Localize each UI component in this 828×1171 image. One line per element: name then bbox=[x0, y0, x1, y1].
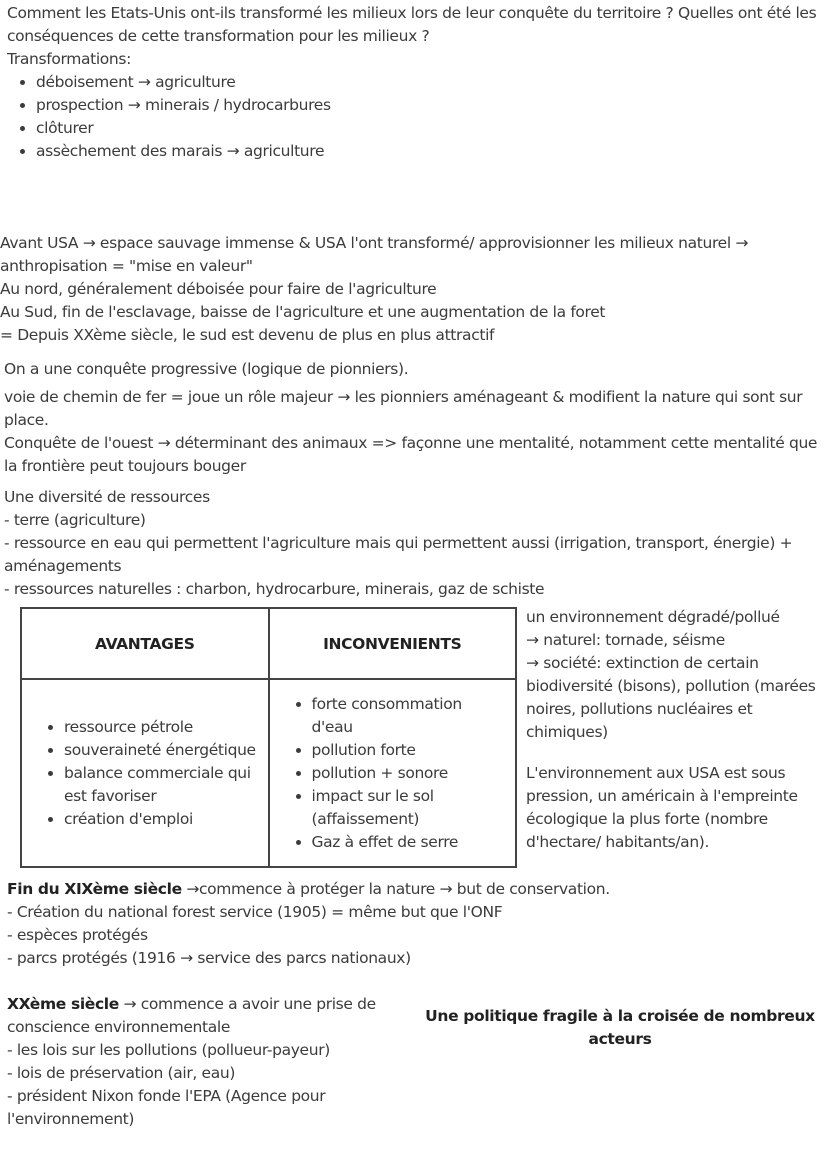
list-item: • Gaz à effet de serre bbox=[312, 831, 508, 854]
policy-title: Une politique fragile à la croisée de nombreux acteurs bbox=[425, 1007, 815, 1048]
paragraph: Au Sud, fin de l'esclavage, baisse de l'agriculture et une augmentation de la foret bbox=[0, 303, 606, 321]
list-item: • création d'emploi bbox=[64, 808, 260, 831]
list-item: • prospection → minerais / hydrocarbures bbox=[36, 94, 822, 117]
advantages-list bbox=[22, 716, 268, 831]
list-item: - lois de préservation (air, eau) bbox=[7, 1064, 236, 1082]
intro-question: Comment les Etats-Unis ont-ils transformé les milieux lors de leur conquête du territoire ? Quelles ont été les conséquences de cette transformation pour les milieux ? bbox=[7, 4, 817, 45]
c19-block bbox=[7, 878, 822, 970]
paragraph: voie de chemin de fer = joue un rôle majeur → les pionniers aménageant & modifient la nature qui sont sur place. bbox=[4, 388, 803, 429]
list-item: • impact sur le sol (affaissement) bbox=[312, 785, 508, 831]
before-block bbox=[0, 232, 790, 347]
paragraph bbox=[7, 878, 822, 901]
resources-block bbox=[4, 486, 819, 601]
conquest-block bbox=[4, 358, 822, 478]
list-item: • ressource pétrole bbox=[64, 716, 260, 739]
list-item: • clôturer bbox=[36, 117, 822, 140]
c20-heading: XXème siècle bbox=[7, 995, 119, 1013]
list-item: • forte consommation d'eau bbox=[312, 693, 508, 739]
paragraph bbox=[7, 993, 392, 1039]
table-header-disadvantages: INCONVENIENTS bbox=[269, 608, 517, 679]
list-item: - terre (agriculture) bbox=[4, 511, 146, 529]
list-item: - président Nixon fonde l'EPA (Agence pour l'environnement) bbox=[7, 1087, 326, 1128]
paragraph: → société: extinction de certain biodiversité (bisons), pollution (marées noires, pollutions nucléaires et chimiques) bbox=[526, 654, 816, 741]
advantages-table bbox=[20, 607, 517, 868]
paragraph: → naturel: tornade, séisme bbox=[526, 631, 725, 649]
paragraph: = Depuis XXème siècle, le sud est devenu de plus en plus attractif bbox=[0, 326, 495, 344]
c19-heading: Fin du XIXème siècle bbox=[7, 880, 182, 898]
list-item: - ressource en eau qui permettent l'agriculture mais qui permettent aussi (irrigation, transport, énergie) + aménagements bbox=[4, 534, 793, 575]
paragraph: Au nord, généralement déboisée pour faire de l'agriculture bbox=[0, 280, 437, 298]
list-item: • souveraineté énergétique bbox=[64, 739, 260, 762]
list-item: - parcs protégés (1916 → service des parcs nationaux) bbox=[7, 949, 411, 967]
list-item: - ressources naturelles : charbon, hydrocarbure, minerais, gaz de schiste bbox=[4, 580, 545, 598]
list-item: • pollution forte bbox=[312, 739, 508, 762]
list-item: - Création du national forest service (1905) = même but que l'ONF bbox=[7, 903, 503, 921]
resources-title: Une diversité de ressources bbox=[4, 488, 210, 506]
environment-block bbox=[526, 606, 824, 854]
transformations-list bbox=[7, 71, 822, 163]
list-item: • balance commerciale qui est favoriser bbox=[64, 762, 260, 808]
table-header-advantages: AVANTAGES bbox=[21, 608, 269, 679]
list-item: • déboisement → agriculture bbox=[36, 71, 822, 94]
transformations-label: Transformations: bbox=[7, 50, 131, 68]
paragraph: On a une conquête progressive (logique de pionniers). bbox=[4, 360, 409, 378]
c20-block bbox=[7, 993, 392, 1131]
paragraph: Conquête de l'ouest → déterminant des animaux => façonne une mentalité, notamment cette mentalité que la frontière peut toujours bouger bbox=[4, 434, 818, 475]
disadvantages-list bbox=[270, 693, 516, 854]
list-item: • pollution + sonore bbox=[312, 762, 508, 785]
paragraph: Avant USA → espace sauvage immense & USA l'ont transformé/ approvisionner les milieux naturel → anthropisation = "mise en valeur" bbox=[0, 234, 748, 275]
list-item: - espèces protégés bbox=[7, 926, 148, 944]
list-item: • assèchement des marais → agriculture bbox=[36, 140, 822, 163]
c20-text: → commence a avoir une prise de conscience environnementale bbox=[7, 995, 376, 1036]
c19-text: →commence à protéger la nature → but de conservation. bbox=[181, 880, 610, 898]
paragraph: L'environnement aux USA est sous pression, un américain à l'empreinte écologique la plus forte (nombre d'hectare/ habitants/an). bbox=[526, 764, 798, 851]
advantages-cell bbox=[21, 679, 269, 867]
paragraph: un environnement dégradé/pollué bbox=[526, 608, 780, 626]
intro-block bbox=[7, 2, 822, 163]
list-item: - les lois sur les pollutions (pollueur-payeur) bbox=[7, 1041, 330, 1059]
disadvantages-cell bbox=[269, 679, 517, 867]
